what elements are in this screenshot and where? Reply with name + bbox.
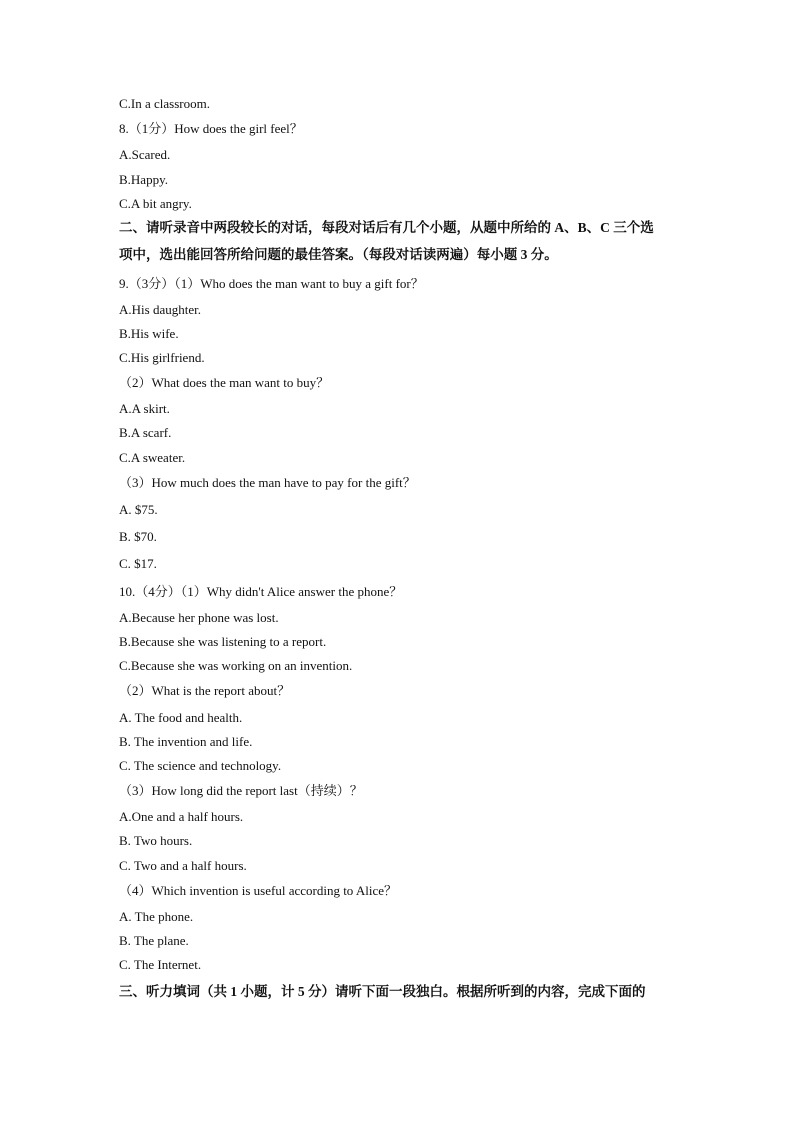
question-10-4: （4）Which invention is useful according to Alice？ <box>119 883 397 898</box>
option-9-3a: A. $75. <box>119 502 158 517</box>
option-9-2b: B.A scarf. <box>119 425 172 440</box>
question-10-1: 10.（4分）（1）Why didn't Alice answer the phone？ <box>119 584 403 599</box>
option-10-3b: B. Two hours. <box>119 833 193 848</box>
option-9-1c: C.His girlfriend. <box>119 350 205 365</box>
option-10-1b: B.Because she was listening to a report. <box>119 634 327 649</box>
section-3-heading: 三、听力填词（共 1 小题，计 5 分）请听下面一段独白。根据所听到的内容，完成下面的 <box>119 984 646 999</box>
option-10-4c: C. The Internet. <box>119 957 202 972</box>
option-10-2a: A. The food and health. <box>119 710 243 725</box>
option-10-1a: A.Because her phone was lost. <box>119 610 279 625</box>
option-10-2c: C. The science and technology. <box>119 758 282 773</box>
option-9-1a: A.His daughter. <box>119 302 201 317</box>
option-9-2a: A.A skirt. <box>119 401 170 416</box>
question-10-2: （2）What is the report about？ <box>119 683 291 698</box>
option-10-4b: B. The plane. <box>119 933 189 948</box>
question-10-3: （3）How long did the report last（持续）？ <box>119 783 363 798</box>
section-2-heading: 二、请听录音中两段较长的对话，每段对话后有几个小题，从题中所给的 A、B、C 三个选 <box>119 220 654 235</box>
option-10-4a: A. The phone. <box>119 909 194 924</box>
option-8c: C.A bit angry. <box>119 196 192 211</box>
section-2-heading-cont: 项中，选出能回答所给问题的最佳答案。（每段对话读两遍）每小题 3 分。 <box>119 247 558 262</box>
question-9-2: （2）What does the man want to buy？ <box>119 375 330 390</box>
question-9-1: 9.（3分）（1）Who does the man want to buy a gift for？ <box>119 276 424 291</box>
option-10-3c: C. Two and a half hours. <box>119 858 247 873</box>
question-9-3: （3）How much does the man have to pay for the gift？ <box>119 475 416 490</box>
option-10-1c: C.Because she was working on an invention. <box>119 658 353 673</box>
option-8b: B.Happy. <box>119 172 168 187</box>
option-9-1b: B.His wife. <box>119 326 179 341</box>
option-8a: A.Scared. <box>119 147 171 162</box>
option-9-3b: B. $70. <box>119 529 157 544</box>
question-8: 8.（1分）How does the girl feel？ <box>119 121 303 136</box>
option-10-3a: A.One and a half hours. <box>119 809 244 824</box>
option-9-3c: C. $17. <box>119 556 157 571</box>
option-7c: C.In a classroom. <box>119 96 210 111</box>
option-10-2b: B. The invention and life. <box>119 734 253 749</box>
option-9-2c: C.A sweater. <box>119 450 186 465</box>
